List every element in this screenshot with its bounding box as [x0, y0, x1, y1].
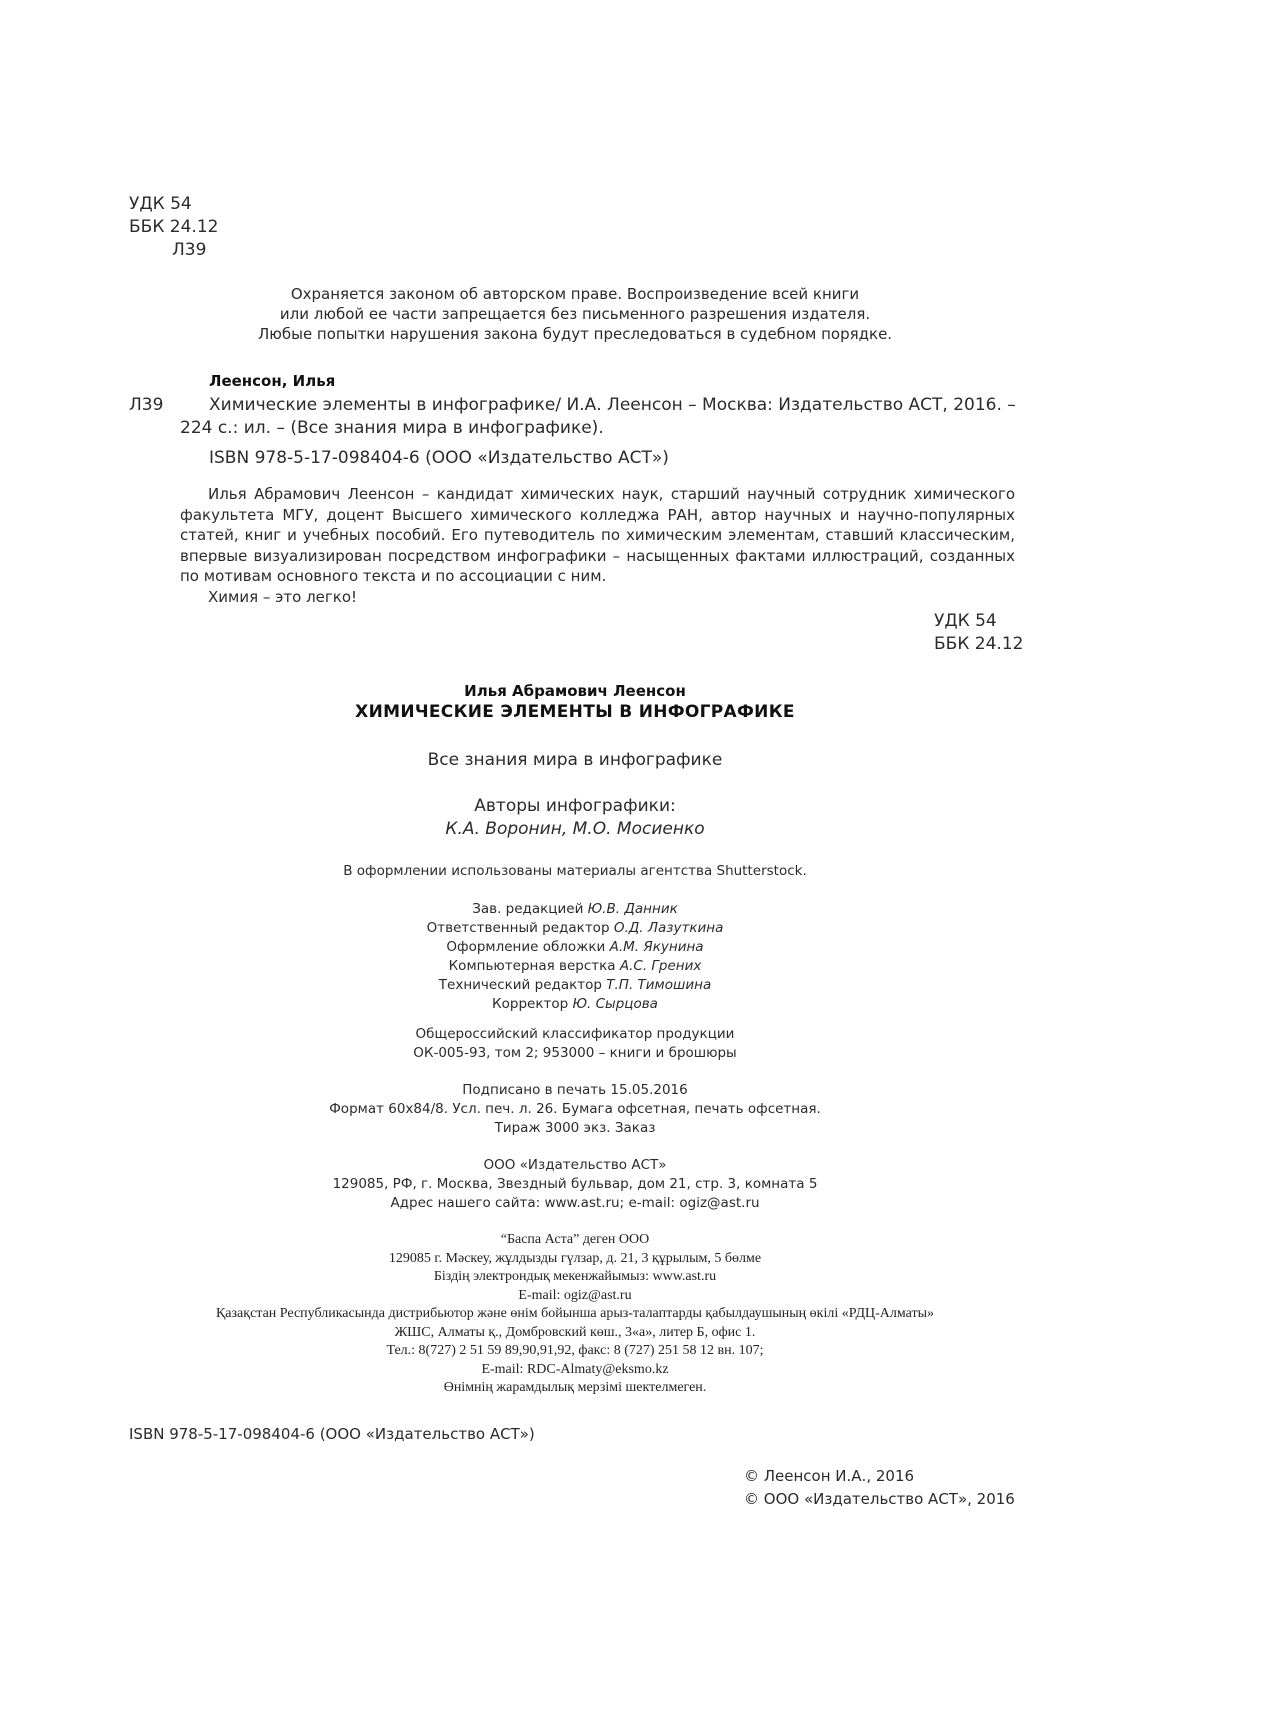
udk-code: УДК 54	[129, 194, 192, 214]
series-name: Все знания мира в инфографике	[427, 750, 723, 770]
author-heading: Леенсон, Илья	[209, 372, 336, 390]
annotation-tagline: Химия – это легко!	[208, 587, 358, 606]
credit-line: Зав. редакцией Ю.В. Данник	[472, 901, 678, 917]
author-mark: Л39	[172, 240, 207, 260]
author-mark-bib: Л39	[129, 395, 164, 415]
copyright-publisher: © ООО «Издательство АСТ», 2016	[744, 1490, 1015, 1508]
infographics-authors: К.А. Воронин, М.О. Мосиенко	[445, 819, 705, 839]
bbk-code-right: ББК 24.12	[934, 634, 1024, 654]
copyright-notice: Охраняется законом об авторском праве. Воспроизведение всей книги или любой ее части запрещается без письменного разрешения издателя. Любые попытки нарушения закона будут преследоваться в судебном порядке.	[257, 285, 893, 343]
credit-line: Ответственный редактор О.Д. Лазуткина	[426, 920, 724, 936]
credit-line: Корректор Ю. Сырцова	[492, 996, 658, 1012]
kazakh-publisher-info: “Баспа Аста” деген ООО 129085 г. Мәскеу, жұлдызды гүлзар, д. 21, 3 құрылым, 5 бөлме Біздің электрондық мекенжайымыз: www.ast.ru E-mail: ogiz@ast.ru Қазақстан Республикасында дистрибьютор және өнім бойынша арыз-талаптарды қабылдаушының өкілі «РДЦ-Алматы» ЖШС, Алматы қ., Домбровский көш., 3«а», литер Б, офис 1. Тел.: 8(727) 2 51 59 89,90,91,92, факс: 8 (727) 251 58 12 вн. 107; E-mail: RDC-Almaty@eksmo.kz Өнімнің жарамдылық мерзімі шектелмеген.	[215, 1232, 935, 1395]
credit-line: Компьютерная верстка А.С. Грених	[448, 958, 702, 974]
bib-isbn: ISBN 978-5-17-098404-6 (ООО «Издательство АСТ»)	[209, 448, 669, 468]
udk-code-right: УДК 54	[934, 611, 997, 631]
print-info: Подписано в печать 15.05.2016 Формат 60x84/8. Усл. печ. л. 26. Бумага офсетная, печать офсетная. Тираж 3000 экз. Заказ	[329, 1082, 821, 1136]
copyright-author: © Леенсон И.А., 2016	[744, 1467, 915, 1485]
isbn-bottom: ISBN 978-5-17-098404-6 (ООО «Издательство АСТ»)	[129, 1425, 535, 1443]
materials-note: В оформлении использованы материалы агентства Shutterstock.	[343, 863, 807, 879]
infographics-label: Авторы инфографики:	[474, 796, 676, 816]
annotation-paragraph: Илья Абрамович Леенсон – кандидат химических наук, старший научный сотрудник химического факультета МГУ, доцент Высшего химического колледжа РАН, автор научных и научно-популярных статей, книг и учебных пособий. Его путеводитель по химическим элементам, ставший классическим, впервые визуализирован посредством инфографики – насыщенных фактами иллюстраций, созданных по мотивам основного текста и по ассоциации с ним.	[180, 485, 1015, 585]
credit-line: Технический редактор Т.П. Тимошина	[438, 977, 712, 993]
product-classifier: Общероссийский классификатор продукции ОК-005-93, том 2; 953000 – книги и брошюры	[413, 1026, 737, 1061]
bib-title-line-2: 224 с.: ил. – (Все знания мира в инфографике).	[180, 418, 604, 438]
publisher-info: ООО «Издательство АСТ» 129085, РФ, г. Москва, Звездный бульвар, дом 21, стр. 3, комната 5 Адрес нашего сайта: www.ast.ru; e-mail: ogiz@ast.ru	[332, 1157, 818, 1211]
title-author: Илья Абрамович Леенсон	[464, 682, 686, 700]
bib-title-line-1: Химические элементы в инфографике/ И.А. Леенсон – Москва: Издательство АСТ, 2016. –	[209, 395, 1016, 415]
credit-line: Оформление обложки А.М. Якунина	[446, 939, 704, 955]
book-title: ХИМИЧЕСКИЕ ЭЛЕМЕНТЫ В ИНФОГРАФИКЕ	[355, 702, 795, 722]
annotation	[180, 484, 1015, 607]
bbk-code: ББК 24.12	[129, 217, 219, 237]
credits	[0, 900, 1150, 1014]
